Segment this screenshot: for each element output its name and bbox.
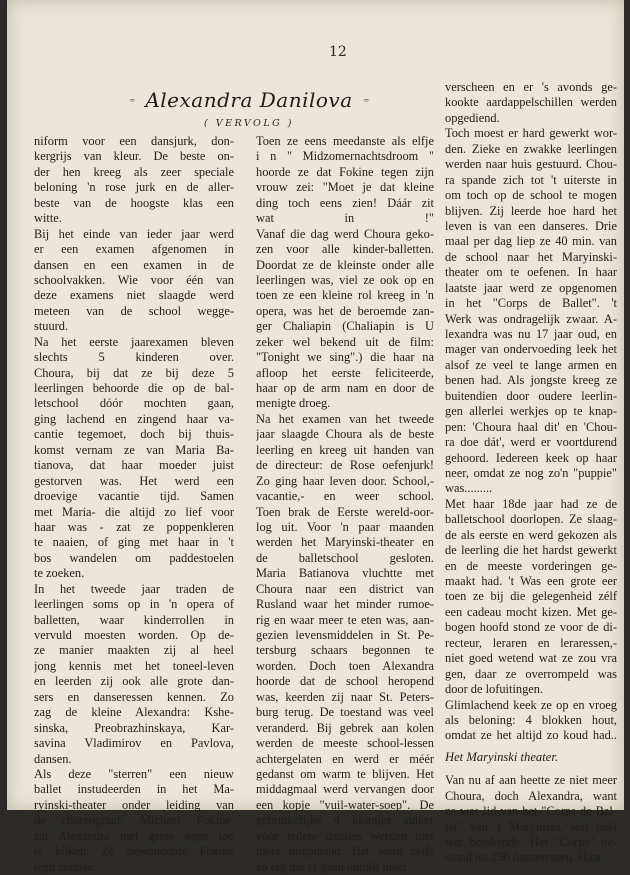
text-line: gen allerlei werkjes op te knap- bbox=[445, 404, 617, 419]
text-line: benen had. Als jongste kreeg ze bbox=[445, 373, 617, 388]
text-line: de directeur: de Rose oefenjurk! bbox=[256, 458, 434, 473]
text-line: ding toch eens zien! Dáár zit bbox=[256, 195, 434, 210]
text-line: was......... bbox=[445, 481, 493, 496]
text-line: opgediend. bbox=[445, 110, 500, 125]
text-line: gedanst om warm te blijven. Het bbox=[256, 766, 434, 781]
text-line: was, keerden zij naar St. Peters- bbox=[256, 689, 434, 704]
article-title: Alexandra Danilova bbox=[145, 88, 353, 112]
text-line: haar op de arm nam en door de bbox=[256, 381, 434, 395]
text-line: gestorven was. Het werd een bbox=[34, 473, 234, 488]
text-line: tersburg schaars begonnen te bbox=[256, 643, 434, 658]
text-line: Choura, bij dat ze bij deze 5 bbox=[34, 365, 234, 380]
text-line: den. Zieke en zwakke leerlingen bbox=[445, 141, 617, 156]
lyre-ornament-icon bbox=[363, 92, 369, 108]
text-line: theater om te oefenen. In haar bbox=[445, 265, 617, 280]
text-line: dansen en een examen in de bbox=[34, 257, 234, 272]
article-subtitle: ( VERVOLG ) bbox=[204, 118, 294, 129]
text-line: om toch op de school te mogen bbox=[445, 188, 617, 203]
text-line: deze examens niet slaagde werd bbox=[34, 288, 234, 303]
text-line: niet goed wetend wat ze zou vra bbox=[445, 651, 617, 666]
text-line: blijven. Zij leerde hoe hard het bbox=[445, 203, 617, 218]
text-line: savina Vladimirov en Pavlova, bbox=[34, 736, 234, 751]
text-line: Choura, doch Alexandra, want bbox=[445, 788, 617, 803]
text-line: Met haar 18de jaar had ze de bbox=[445, 496, 617, 511]
text-line: achtergelaten en werd er méér bbox=[256, 751, 434, 766]
text-line: gezien levensmiddelen in St. Pe- bbox=[256, 628, 434, 642]
text-line: ryinski-theater onder leiding van bbox=[34, 797, 234, 812]
text-line: neer, omdat ze nog zo'n "puppie" bbox=[445, 465, 617, 480]
text-line: hoorde ze dat Fokine tegen zijn bbox=[256, 164, 434, 179]
text-line: afloop het eerste feliciteerde, bbox=[256, 365, 434, 380]
text-line: Vanaf die dag werd Choura geko- bbox=[256, 226, 434, 241]
text-column-1 bbox=[34, 134, 234, 875]
text-line: de school naar het Maryinski- bbox=[445, 249, 617, 264]
text-line: Na het eerste jaarexamen bleven bbox=[34, 334, 234, 349]
text-line: ging lachend en zingend haar va- bbox=[34, 411, 234, 426]
text-line: meer uitgedeeld. Het werd zelfs bbox=[256, 844, 434, 859]
text-line: bogen hoofd stond ze voor de di- bbox=[445, 620, 617, 635]
text-line: Toen ze eens meedanste als elfje bbox=[256, 134, 434, 148]
text-line: stuurd. bbox=[34, 319, 69, 334]
text-line: zen voor alle kinder-balletten. bbox=[256, 242, 434, 257]
text-line: veranderd. Bij gebrek aan kolen bbox=[256, 720, 434, 735]
text-line: maal per dag liep ze 40 min. van bbox=[445, 234, 617, 249]
text-line: let" van 't Maryinski, wat héél bbox=[445, 819, 617, 834]
text-line: ra doe dát', werd er voortdurend bbox=[445, 435, 617, 450]
text-line: hoorde dat de school heropend bbox=[256, 674, 434, 689]
text-line: witte. bbox=[34, 211, 62, 226]
text-line: als beloning: 4 blokken hout, bbox=[445, 712, 617, 727]
text-line: door de lofuitingen. bbox=[445, 682, 544, 697]
text-line: kookte aardappelschillen werden bbox=[445, 95, 617, 110]
text-line: Choura naar een district van bbox=[256, 581, 434, 596]
text-line: schoolvakken. Wie voor één van bbox=[34, 272, 234, 287]
text-line: met Maria- die altijd zo lief voor bbox=[34, 504, 234, 519]
text-line: Als deze "sterren" een nieuw bbox=[34, 766, 234, 781]
text-line: ra spande zich tot 't uiterste in bbox=[445, 172, 617, 187]
text-line: leerling en kreeg uit handen van bbox=[256, 442, 434, 457]
text-column-2 bbox=[256, 134, 434, 875]
text-line: middagmaal werd vervangen door bbox=[256, 782, 434, 797]
text-line: balletschool doorlopen. Ze slaag- bbox=[445, 512, 617, 527]
text-line: in het "Corps de Ballet". 't bbox=[445, 296, 617, 311]
text-line: Toen brak de Eerste wereld-oor- bbox=[256, 504, 434, 519]
article-title-row bbox=[119, 83, 379, 117]
text-line: tianova, dat haar moeder juist bbox=[34, 458, 234, 473]
text-line: leven is van een danseres. Drie bbox=[445, 218, 617, 233]
text-line: ze manier maakten zij al heel bbox=[34, 643, 234, 658]
text-line: sinska, Preobrazhinskaya, Kar- bbox=[34, 720, 234, 735]
text-line: de leerling die het hardst gewerkt bbox=[445, 543, 617, 558]
text-line: en leerden zij ook alle grote dan- bbox=[34, 674, 234, 689]
text-line: Glimlachend keek ze op en vroeg bbox=[445, 697, 617, 712]
page-number: 12 bbox=[329, 44, 347, 60]
text-line: menigte droeg. bbox=[256, 396, 331, 411]
text-line: leerlingen was, viel ze ook op en bbox=[256, 272, 434, 287]
magazine-page bbox=[7, 0, 624, 874]
text-line: toen ze een kleine rol kreeg in 'n bbox=[256, 288, 434, 303]
text-line: droevige vacantie tijd. Samen bbox=[34, 489, 234, 504]
text-line: werden het Maryinski-theater en bbox=[256, 535, 434, 550]
text-line: werden naar huis gestuurd. Chou- bbox=[445, 157, 617, 172]
text-line: werden de meeste school-lessen bbox=[256, 736, 434, 751]
text-line: opera, was het de beroemde zan- bbox=[256, 303, 434, 318]
text-line: omdat ze het altijd zo koud had.. bbox=[445, 728, 617, 743]
text-line: en de meeste vorderingen ge- bbox=[445, 558, 617, 573]
text-line: lexandra was nu 17 jaar oud, en bbox=[445, 327, 617, 341]
text-line: buitendien door oudere leerlin- bbox=[445, 388, 617, 403]
text-line: de als eerste en werd gekozen als bbox=[445, 527, 617, 542]
text-line: Rusland waar het minder rumoe- bbox=[256, 597, 434, 612]
text-line: "Tonight we sing".) die haar na bbox=[256, 350, 434, 365]
text-line: jong kennis met het toneel-leven bbox=[34, 658, 234, 673]
text-line: letschool dóór mochten gaan, bbox=[34, 396, 234, 411]
text-line: meteen van de school wegge- bbox=[34, 303, 234, 318]
text-line: de balletschool gesloten. bbox=[256, 550, 434, 565]
text-line: laatste jaar werd ze opgenomen bbox=[445, 280, 617, 295]
text-line: te zoeken. bbox=[34, 566, 85, 581]
text-line: te naaien, of ging met haar in 't bbox=[34, 535, 234, 550]
text-line: bos wandelen om paddestoelen bbox=[34, 550, 234, 565]
text-line: vacantie,- en weer school. bbox=[256, 489, 434, 504]
text-line: gen, daar ze overrompeld was bbox=[445, 666, 617, 681]
text-line: In het tweede jaar traden de bbox=[34, 581, 234, 596]
text-line: zat Alexandra met grote ogen toe bbox=[34, 828, 234, 843]
text-line: vrouw zei: "Moet je dat kleine bbox=[256, 180, 434, 195]
text-line: alsof ze veel te lange armen en bbox=[445, 357, 617, 372]
text-line: Bij het einde van ieder jaar werd bbox=[34, 226, 234, 241]
text-line: vóór iedere dansles werden niet bbox=[256, 828, 434, 843]
text-line: een cadeau mocht kizen. Met ge- bbox=[445, 604, 617, 619]
text-line: Doordat ze de kleinste onder alle bbox=[256, 257, 434, 272]
text-line: der hen kreeg als zeer speciale bbox=[34, 164, 234, 179]
text-line: Van nu af aan heette ze niet meer bbox=[445, 773, 617, 788]
text-line: er een examen afgenomen in bbox=[34, 242, 234, 257]
text-line: Toch moest er hard gewerkt wor- bbox=[445, 126, 617, 141]
text-line: wat betekende. Het "Corps" be- bbox=[445, 835, 617, 849]
text-line: een kopje "vuil-water-soep". De bbox=[256, 797, 434, 812]
text-line: Zo ging haar leven door. School,- bbox=[256, 473, 434, 488]
text-line: balletten, waar kinderrollen in bbox=[34, 612, 234, 627]
text-line: zag de kleine Alexandra: Kshe- bbox=[34, 705, 234, 720]
text-line: rig en waar meer te eten was, aan- bbox=[256, 612, 434, 627]
text-line: stond uit 250 danseressen. Haar bbox=[445, 850, 603, 865]
text-line: beloning 'n rose jurk en de aller- bbox=[34, 180, 234, 195]
text-line: worden. Doch toen Alexandra bbox=[256, 658, 434, 673]
text-line: kergrijs van kleur. De beste on- bbox=[34, 149, 234, 164]
text-line: verscheen en er 's avonds ge- bbox=[445, 80, 617, 94]
text-line: log uit. Voor 'n paar maanden bbox=[256, 519, 434, 534]
text-line: leerlingen soms op in 'n opera of bbox=[34, 597, 234, 612]
text-line: gebruikelijke 4 klontjes suiker bbox=[256, 813, 434, 828]
text-line: i n " Midzomernachtsdroom " bbox=[256, 149, 434, 164]
text-line: Na het examen van het tweede bbox=[256, 411, 434, 426]
text-line: zo erg dat er geen ontbijt meer bbox=[256, 859, 408, 874]
text-line: leerlingen behoorde die op de bal- bbox=[34, 381, 234, 395]
text-line: maakt had. 't Was een grote eer bbox=[445, 574, 617, 588]
text-line: Maria Batianova vluchtte met bbox=[256, 566, 434, 581]
text-line: burg terug. De toestand was veel bbox=[256, 705, 434, 720]
text-line: beste van de hoogste klas een bbox=[34, 195, 234, 210]
text-line: mager van ondervoeding leek het bbox=[445, 342, 617, 357]
text-line: slechts 5 kinderen over. bbox=[34, 350, 234, 365]
text-line: tegn zeerste. bbox=[34, 859, 96, 874]
text-line: haar was - zat ze poppenkleren bbox=[34, 519, 234, 534]
text-line: Werk was ondragelijk zwaar. A- bbox=[445, 311, 617, 326]
text-line: ze was lid van het "Corps de Bal- bbox=[445, 804, 617, 819]
text-line: vervuld moesten worden. Op de- bbox=[34, 628, 234, 642]
text-line: recteur, leraren en leraressen,- bbox=[445, 635, 617, 650]
text-line: dansen. bbox=[34, 751, 72, 766]
text-column-3 bbox=[445, 80, 617, 866]
section-heading: Het Maryinski theater. bbox=[445, 749, 558, 764]
text-line: cantie tegemoet, doch bij thuis- bbox=[34, 427, 234, 442]
text-line: ger Chaliapin (Chaliapin is U bbox=[256, 319, 434, 334]
text-line: de choreograaf: Michael Fokine, bbox=[34, 813, 234, 828]
text-line: te kijken. Ze bewonderde Fokine bbox=[34, 844, 234, 859]
text-line: gehoord. Iedereen keek op haar bbox=[445, 450, 617, 465]
text-line: zeker wel bekend uit de film: bbox=[256, 334, 434, 349]
lyre-ornament-icon bbox=[129, 92, 135, 108]
text-line: jaar slaagde Choura als de beste bbox=[256, 427, 434, 442]
text-line: pen: 'Choura haal dit' en 'Chou- bbox=[445, 419, 617, 434]
text-line: komst vernam ze van Maria Ba- bbox=[34, 442, 234, 457]
text-line: sers en danseressen kennen. Zo bbox=[34, 689, 234, 704]
text-line: toen ze bij die gelegenheid zélf bbox=[445, 589, 617, 604]
text-line: wat in !" bbox=[256, 211, 434, 226]
text-line: niform voor een dansjurk, don- bbox=[34, 134, 234, 148]
text-line: ballet instudeerden in het Ma- bbox=[34, 782, 234, 797]
